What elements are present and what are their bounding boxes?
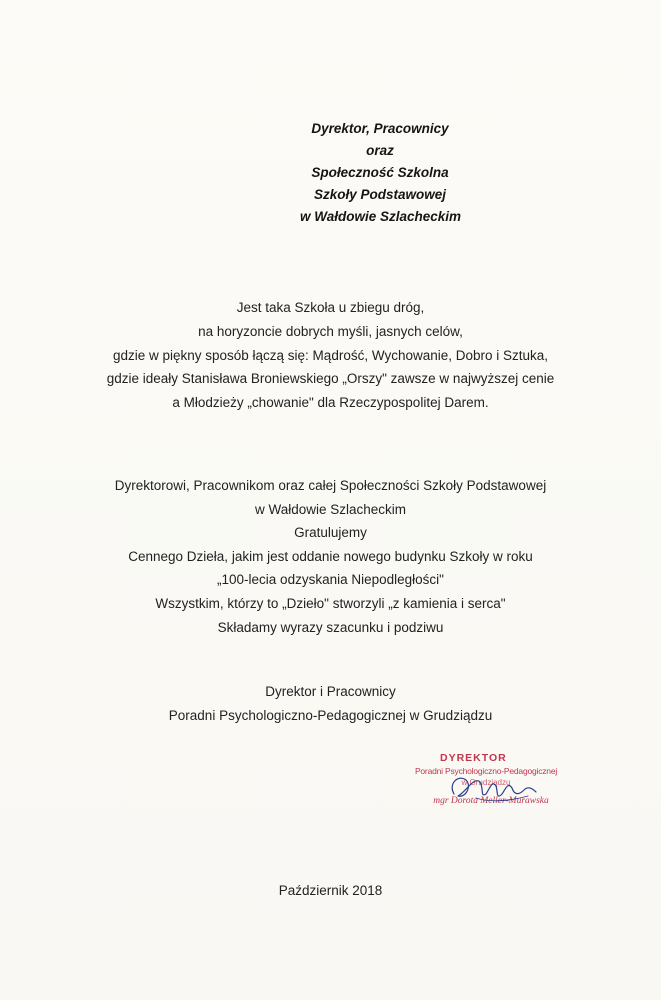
poem-line: gdzie ideały Stanisława Broniewskiego „Orszy" zawsze w najwyższej cenie <box>106 371 555 387</box>
addressee-block <box>300 118 460 228</box>
stamp-subtitle: w Grudziądzu <box>461 778 511 787</box>
addressee-line: oraz <box>366 143 394 158</box>
handwritten-signature <box>436 768 546 810</box>
poem-line: a Młodzieży „chowanie" dla Rzeczypospolitej Darem. <box>172 395 489 411</box>
wishes-line: Składamy wyrazy szacunku i podziwu <box>217 619 444 635</box>
signers-block <box>60 680 601 728</box>
congratulations-paragraph <box>60 474 601 639</box>
signature-flourish <box>476 796 528 801</box>
stamp-institution: Poradni Psychologiczno-Pedagogicznej <box>414 766 558 776</box>
wishes-line: w Wałdowie Szlacheckim <box>254 501 407 517</box>
poem-paragraph <box>60 296 601 415</box>
poem-line: gdzie w piękny sposób łączą się: Mądrość, Wychowanie, Dobro i Sztuka, <box>112 347 549 363</box>
addressee-line: Dyrektor, Pracownicy <box>311 121 449 136</box>
wishes-line: Dyrektorowi, Pracownikom oraz całej Społeczności Szkoły Podstawowej <box>114 478 547 493</box>
signers-line: Poradni Psychologiczno-Pedagogicznej w Grudziądzu <box>168 708 493 723</box>
wishes-line: Cennego Dzieła, jakim jest oddanie nowego budynku Szkoły w roku <box>128 548 533 564</box>
letter-date: Październik 2018 <box>278 883 383 898</box>
poem-line: Jest taka Szkoła u zbiegu dróg, <box>236 300 425 315</box>
wishes-line: Gratulujemy <box>294 525 367 541</box>
addressee-line: w Wałdowie Szlacheckim <box>300 209 462 224</box>
signers-line: Dyrektor i Pracownicy <box>265 684 396 699</box>
wishes-line: Wszystkim, którzy to „Dzieło" stworzyli „z kamienia i serca" <box>155 595 506 611</box>
addressee-line: Szkoły Podstawowej <box>313 187 447 202</box>
stamp-title: DYREKTOR <box>440 752 507 764</box>
wishes-line: „100-lecia odzyskania Niepodległości" <box>217 572 444 588</box>
addressee-line: Społeczność Szkolna <box>311 165 449 180</box>
signature-stroke <box>452 778 536 796</box>
poem-line: na horyzoncie dobrych myśli, jasnych celów, <box>198 323 463 339</box>
stamp-director-name: mgr Dorota Meller-Murawska <box>433 796 549 806</box>
